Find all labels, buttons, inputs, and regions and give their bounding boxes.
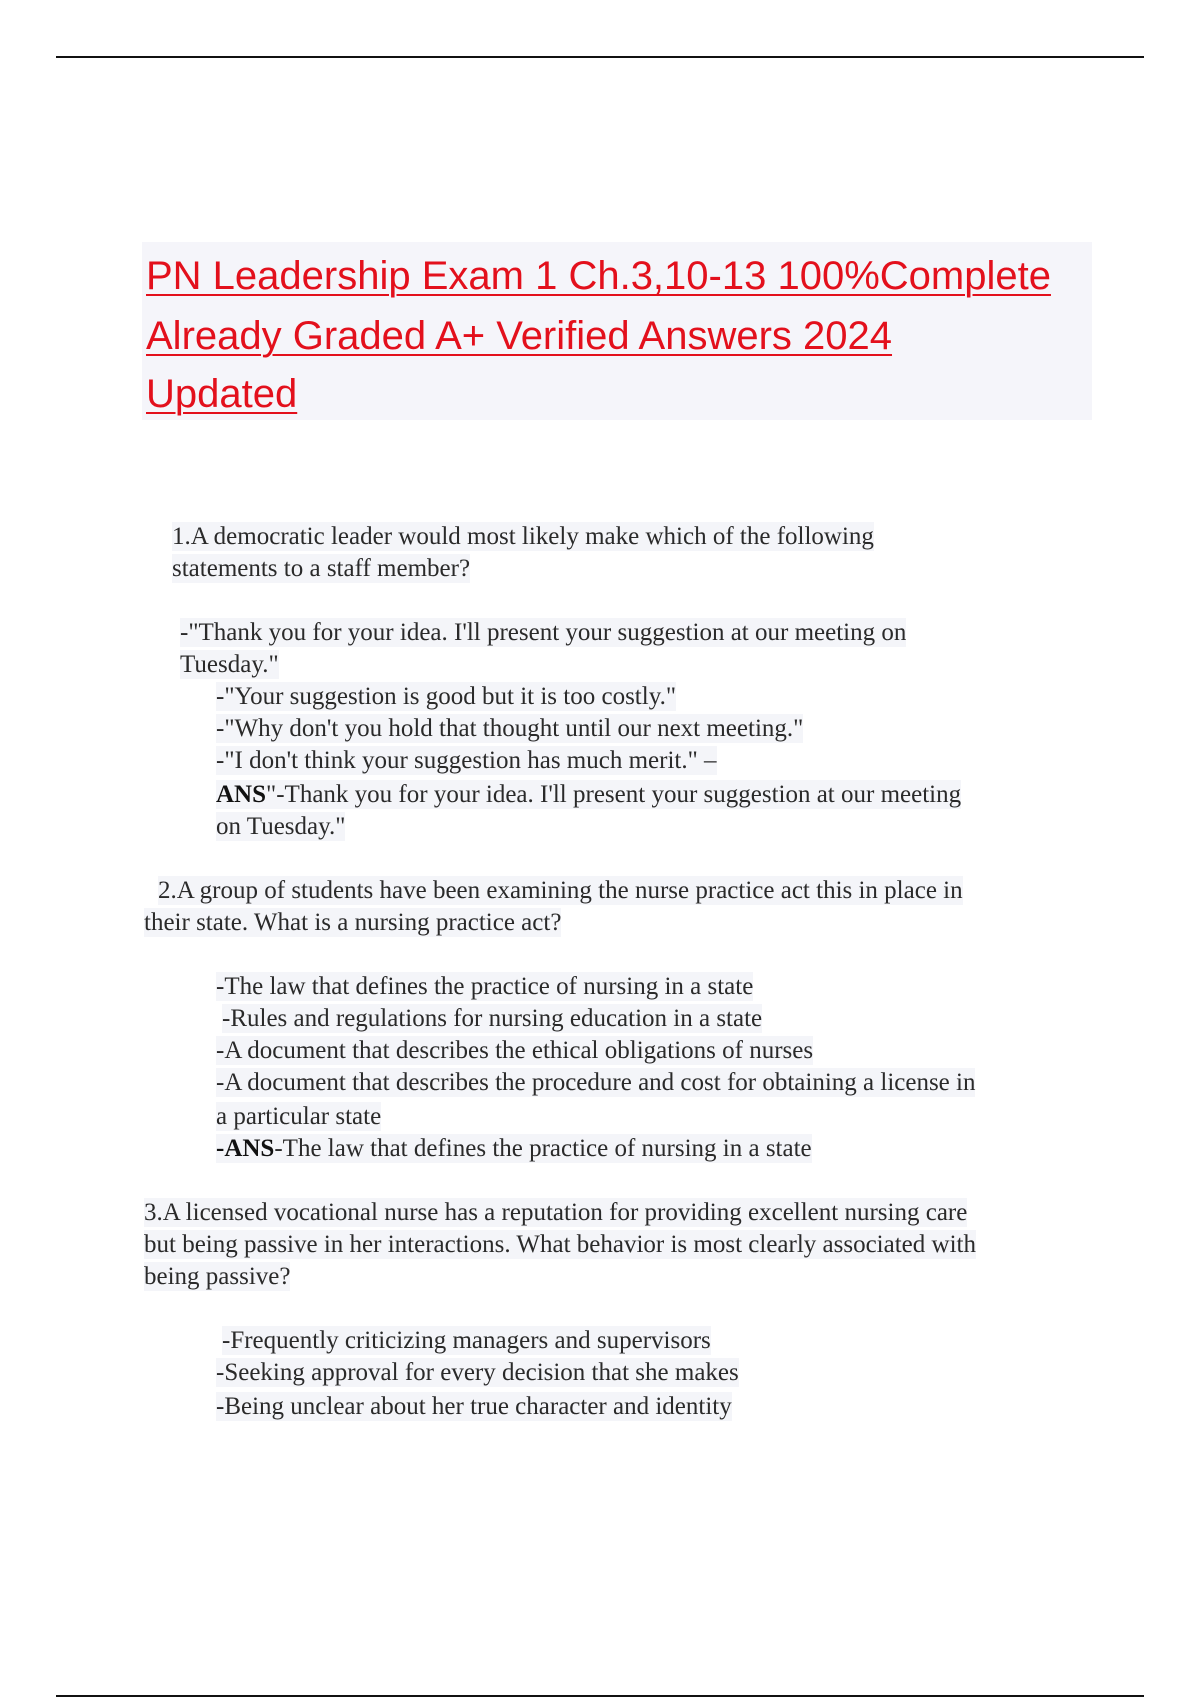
q2-ans-label: -ANS [216, 1135, 275, 1162]
q3-option-1: -Frequently criticizing managers and supervisors [222, 1327, 711, 1354]
q1-answer-line-2: on Tuesday." [216, 813, 346, 840]
document-title-line-3: Updated [146, 372, 298, 416]
q2-option-4-cont: a particular state [216, 1103, 382, 1130]
q3-option-2: -Seeking approval for every decision that she makes [216, 1359, 739, 1386]
q2-option-1: -The law that defines the practice of nursing in a state [216, 973, 754, 1000]
q2-option-4: -A document that describes the procedure and cost for obtaining a license in [216, 1069, 976, 1096]
q1-option-4: -"I don't think your suggestion has much merit." – [216, 747, 717, 774]
q2-stem-line-2: their state. What is a nursing practice act? [144, 909, 562, 936]
q1-stem-line-1: 1.A democratic leader would most likely make which of the following [172, 523, 874, 550]
q1-ans-label: ANS [216, 781, 267, 808]
top-rule [56, 56, 1144, 58]
q3-stem-line-3: being passive? [144, 1263, 291, 1290]
q3-option-3: -Being unclear about her true character and identity [216, 1393, 732, 1420]
q1-option-2: -"Your suggestion is good but it is too costly." [216, 683, 677, 710]
q2-stem-line-1: 2.A group of students have been examining the nurse practice act this in place in [158, 877, 963, 904]
q1-option-3: -"Why don't you hold that thought until our next meeting." [216, 715, 804, 742]
q1-stem-line-2: statements to a staff member? [172, 555, 471, 582]
document-title-line-1: PN Leadership Exam 1 Ch.3,10-13 100%Complete [146, 254, 1051, 298]
q1-answer-line-1: ANS"-Thank you for your idea. I'll present your suggestion at our meeting [216, 781, 962, 808]
q2-option-2: -Rules and regulations for nursing education in a state [222, 1005, 763, 1032]
q2-answer: -ANS-The law that defines the practice of nursing in a state [216, 1135, 812, 1162]
document-title-line-2: Already Graded A+ Verified Answers 2024 [146, 314, 893, 358]
q1-option-1: -"Thank you for your idea. I'll present your suggestion at our meeting on [180, 619, 907, 646]
bottom-rule [56, 1695, 1144, 1697]
q1-option-1-cont: Tuesday." [180, 651, 279, 678]
q3-stem-line-1: 3.A licensed vocational nurse has a reputation for providing excellent nursing care [144, 1199, 968, 1226]
q3-stem-line-2: but being passive in her interactions. What behavior is most clearly associated with [144, 1231, 976, 1258]
q2-option-3: -A document that describes the ethical obligations of nurses [216, 1037, 814, 1064]
